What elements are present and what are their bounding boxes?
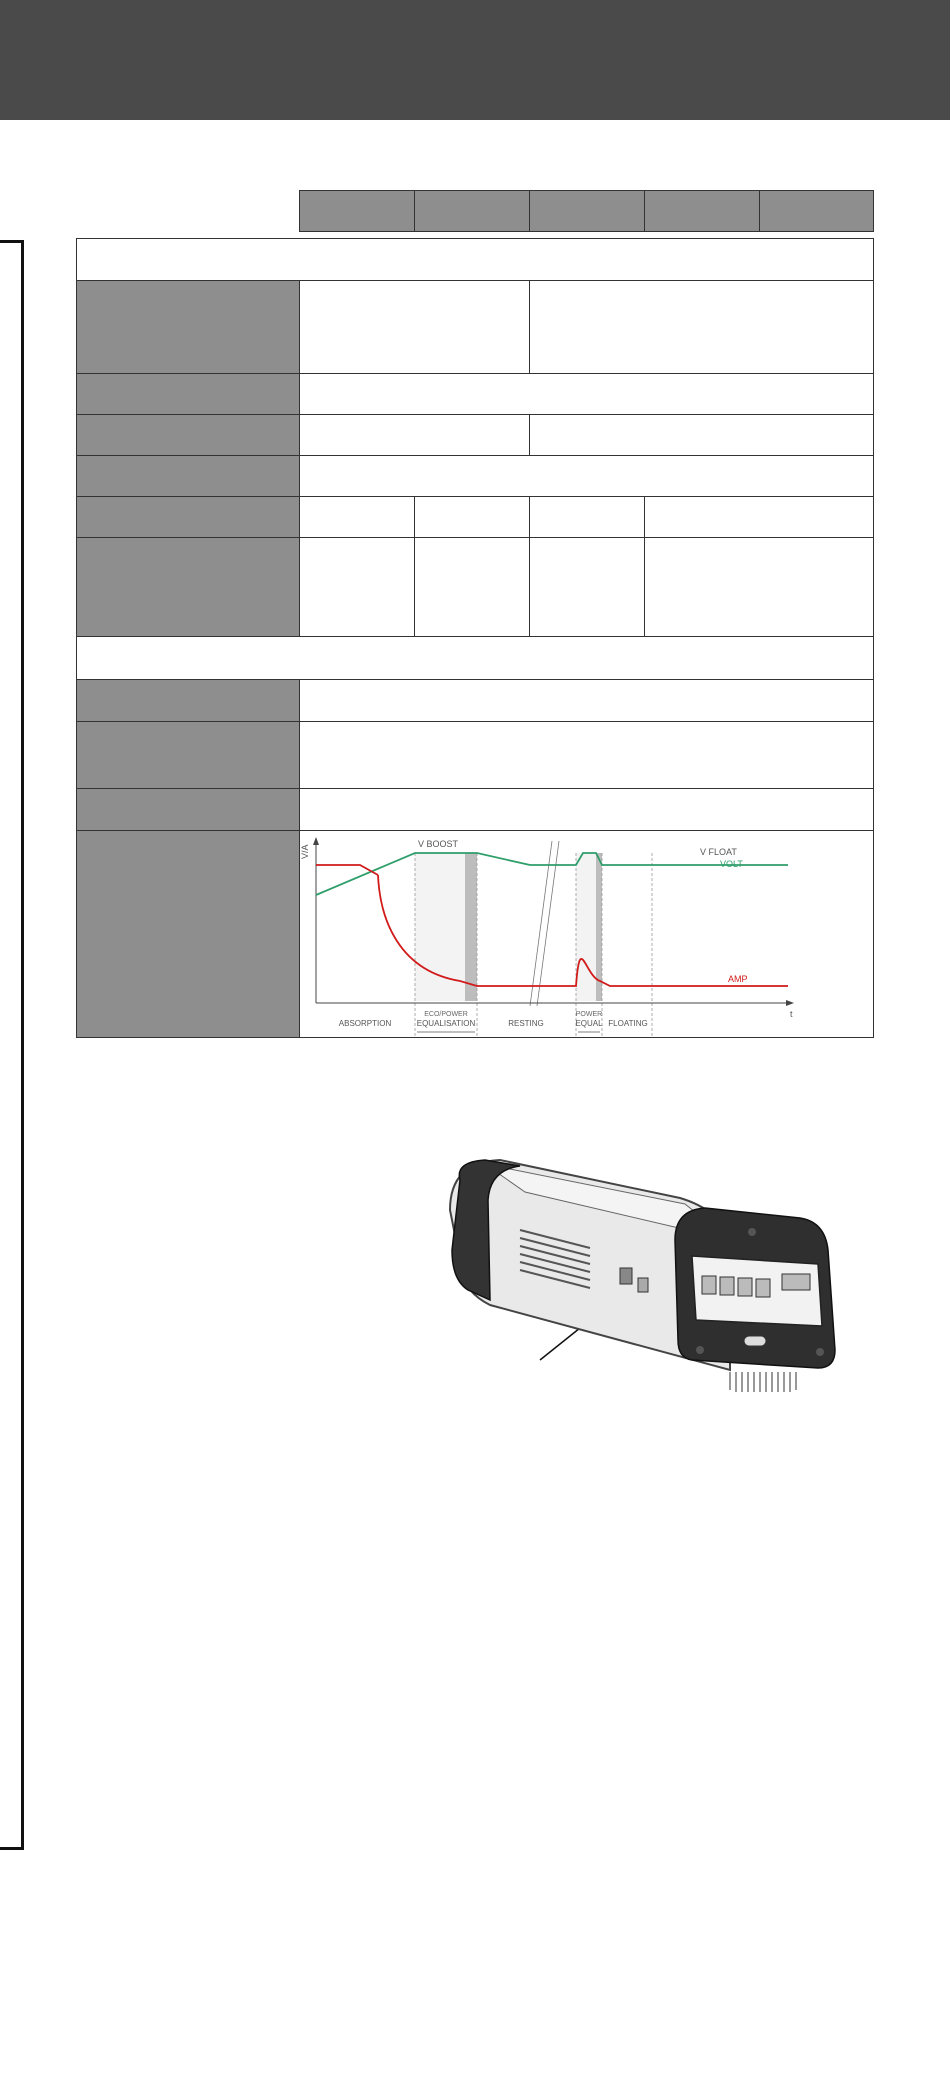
- section-row: [76, 238, 874, 281]
- value-cell: [299, 721, 874, 789]
- screw: [696, 1346, 704, 1354]
- value-cell: [644, 537, 874, 637]
- value-cell: [299, 496, 415, 538]
- row-label-cell: [76, 537, 300, 637]
- value-cell: [299, 373, 874, 415]
- volt-curve: [316, 853, 788, 895]
- value-cell: [644, 496, 874, 538]
- table-header-cell: [759, 190, 874, 232]
- phase-label: RESTING: [508, 1019, 544, 1028]
- phase-sublabel: ECO/POWER: [424, 1011, 468, 1018]
- row-label-cell: [76, 830, 300, 1038]
- charge-curve-cell: [299, 830, 874, 1038]
- value-cell: [299, 455, 874, 497]
- table-header-cell: [644, 190, 760, 232]
- volt-label: VOLT: [720, 859, 743, 869]
- value-cell: [529, 537, 645, 637]
- row-label-cell: [76, 721, 300, 789]
- battery-charger-illustration: [430, 1140, 850, 1410]
- value-cell: [414, 496, 530, 538]
- row-label-cell: [76, 373, 300, 415]
- phase-label: EQUAL: [575, 1019, 603, 1028]
- row-label-cell: [76, 496, 300, 538]
- screw: [748, 1228, 756, 1236]
- x-axis-label: t: [790, 1009, 793, 1019]
- table-header-cell: [299, 190, 415, 232]
- screw: [816, 1348, 824, 1356]
- heatsink-fins: [730, 1372, 796, 1392]
- row-label-cell: [76, 414, 300, 456]
- value-cell: [299, 788, 874, 831]
- value-cell: [529, 414, 874, 456]
- value-cell: [299, 537, 415, 637]
- equalisation-shadow: [465, 853, 477, 1001]
- side-bracket: [0, 240, 24, 1850]
- value-cell: [529, 496, 645, 538]
- phase-label: ABSORPTION: [338, 1019, 392, 1028]
- value-cell: [299, 280, 530, 374]
- battery-charger-icon: [430, 1140, 850, 1410]
- phase-label: EQUALISATION: [416, 1019, 476, 1028]
- row-label-cell: [76, 455, 300, 497]
- side-port: [620, 1268, 632, 1284]
- value-cell: [414, 537, 530, 637]
- phase-sublabel: POWER: [575, 1011, 603, 1018]
- row-label-cell: [76, 788, 300, 831]
- amp-label: AMP: [728, 974, 748, 984]
- value-cell: [529, 280, 874, 374]
- mounting-slot: [744, 1336, 766, 1346]
- phase-label: FLOATING: [608, 1019, 648, 1028]
- value-cell: [299, 679, 874, 722]
- section-row: [76, 636, 874, 680]
- table-header-cell: [414, 190, 530, 232]
- header-band: [0, 0, 950, 120]
- float-label: V FLOAT: [700, 847, 737, 857]
- table-header-cell: [529, 190, 645, 232]
- boost-label: V BOOST: [418, 839, 459, 849]
- row-label-cell: [76, 280, 300, 374]
- y-axis-label: V/A: [300, 844, 310, 859]
- row-label-cell: [76, 679, 300, 722]
- value-cell: [299, 414, 530, 456]
- x-axis-arrow: [786, 1000, 794, 1006]
- y-axis-arrow: [313, 837, 319, 845]
- side-port: [638, 1278, 648, 1292]
- charge-curve-diagram: [300, 831, 872, 1036]
